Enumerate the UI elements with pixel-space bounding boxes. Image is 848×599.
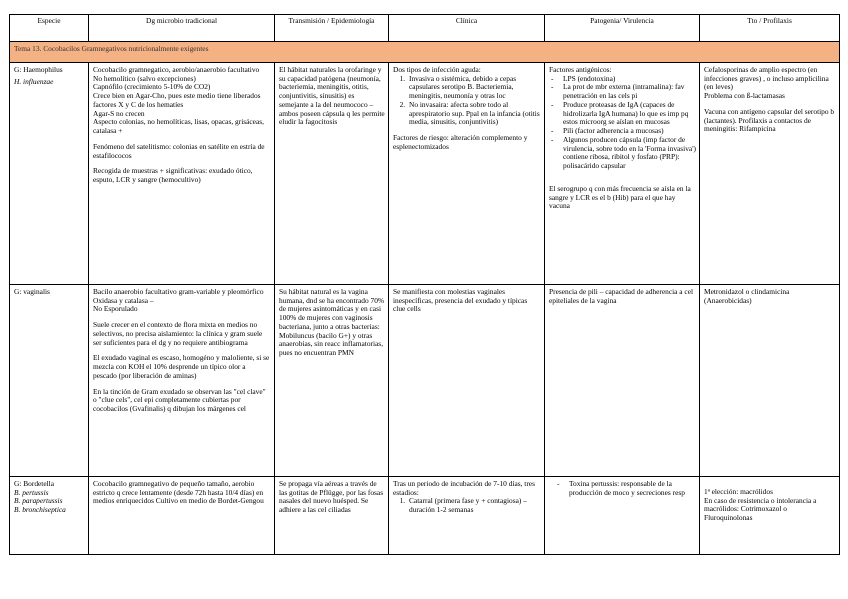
cell-especie: G: Haemophilus H. influenzae <box>10 63 89 285</box>
cell-especie: G: Bordetella B. pertussis B. parapertussis B. bronchiseptica <box>10 477 89 555</box>
cell-clinica: Se manifiesta con molestias vaginales inespecíficas, presencia del exudado y típicas clue cells <box>389 285 545 477</box>
cell-tto: 1ª elección: macrólidos En caso de resistencia o intolerancia a macrólidos: Cotrimoxazol o Fluroquinolonas <box>700 477 840 555</box>
cell-tto: Metronidazol o clindamicina (Anaerobicidas) <box>700 285 840 477</box>
cell-patogenia <box>545 477 700 555</box>
list-item: - LPS (endotoxina) <box>563 75 696 84</box>
header-tto: Tto / Profilaxis <box>700 15 840 42</box>
table-row-gardnerella <box>10 285 840 477</box>
cell-tto: Cefalosporinas de amplio espectro (en infecciones graves) , o incluso amplicilina (en leves) Problema con ß-lactamasas Vacuna con antígeno capsular del serotipo b (lactantes). Profilaxis a contactos de meningitis: Rifampicina <box>700 63 840 285</box>
list-item: - Produce proteasas de IgA (capaces de hidrolizarla IgA humana) lo que es imp pq estos microorg se aíslan en mucosas <box>563 101 696 127</box>
header-transmision: Transmisión / Epidemiología <box>275 15 389 42</box>
header-especie: Especie <box>10 15 89 42</box>
topic-band: Tema 13. Cocobacilos Gramnegativos nutricionalmente exigentes <box>10 42 840 63</box>
cell-transmision: Su hábitat natural es la vagina humana, dnd se ha encontrado 70% de mujeres asintomáticas y en casi 100% de mujeres con vaginosis bacteriana, junto a otras bacterias: Mobiluncus (bacilo G+) y otras anaerobias, sin reacc inflamatorias, pues no encuentran PMN <box>275 285 389 477</box>
cell-clinica: Dos tipos de infección aguda: 1. Invasiva o sistémica, debido a cepas capsulares serotipo B. Bacteriemia, meningitis, neumonía y otras loc 2. No invasaira: afecta sobre todo al aprespiratorio sup. Ppal en la infancia (otitis media, sinusitis, conjuntivitis) Factores de riesgo: alteración complemento y esplenectomizados <box>389 63 545 285</box>
cell-patogenia: Presencia de pili – capacidad de adherencia a cel epiteliales de la vagina <box>545 285 700 477</box>
cell-dg: Bacilo anaerobio facultativo gram-variable y pleomórfico Oxidasa y catalasa – No Esporulado Suele crecer en el contexto de flora mixta en medios no selectivos, no precisa aislamiento: la clínica y gram suele ser suficientes para el dg y no requiere antibiograma El exudado vaginal es escaso, homogéno y maloliente, si se mezcla con KOH el 10% desprende un típico olor a pescado (por liberación de aminas) En la tinción de Gram exudado se observan las "cel clave" o "clue cels", cel epi completamente cubiertas por cocobacilos (Gvafinalis) q dibujan los márgenes cel <box>89 285 275 477</box>
table-row-haemophilus <box>10 63 840 285</box>
topic-band-row <box>10 42 840 63</box>
study-table <box>9 14 840 555</box>
list-item: - La prot de mbr externa (intramalina): fav penetración en las cels pi <box>563 83 696 100</box>
list-item: - Toxina pertussis: responsable de la producción de moco y secreciones resp <box>569 480 696 497</box>
list-item: - Algunos producen cápsula (imp factor de virulencia, sobre todo en la 'Forma invasiva') contiene ribosa, ribitol y fosfato (PRP): polisacárido capsular <box>563 136 696 171</box>
list-item: 2. No invasaira: afecta sobre todo al aprespiratorio sup. Ppal en la infancia (otitis media, sinusitis, conjuntivitis) <box>407 101 541 127</box>
cell-transmision: Se propaga vía aéreas a través de las gotitas de Pflügge, por las fosas nasales del nuevo huésped. Se adhiere a las cel ciliadas <box>275 477 389 555</box>
header-dg: Dg microbio tradicional <box>89 15 275 42</box>
list-item: 1. Invasiva o sistémica, debido a cepas capsulares serotipo B. Bacteriemia, meningitis, neumonía y otras loc <box>407 75 541 101</box>
header-row <box>10 15 840 42</box>
header-patogenia: Patogenia/ Virulencia <box>545 15 700 42</box>
cell-patogenia: Factores antigénicos: - LPS (endotoxina) - La prot de mbr externa (intramalina): fav penetración en las cels pi - Produce proteasas de IgA (capaces de hidrolizarla IgA humana) lo que es imp pq estos microorg se aíslan en mucosas - Pili (factor adherencia a mucosas) - Algunos producen cápsula (imp factor de virulencia, sobre todo en la 'Forma invasiva') contiene ribosa, ribitol y fosfato (PRP): polisacárido capsular El serogrupo q con más frecuencia se aísla en la sangre y LCR es el b (Hib) para el que hay vacuna <box>545 63 700 285</box>
table-row-bordetella <box>10 477 840 555</box>
cell-clinica: Tras un periodo de incubación de 7-10 días, tres estadios: 1. Catarral (primera fase y + contagiosa) – duración 1-2 semanas <box>389 477 545 555</box>
list-item: 1. Catarral (primera fase y + contagiosa) – duración 1-2 semanas <box>407 497 541 514</box>
cell-especie: G: vaginalis <box>10 285 89 477</box>
header-clinica: Clínica <box>389 15 545 42</box>
list-item: - Pili (factor adherencia a mucosas) <box>563 127 696 136</box>
cell-dg: Cocobacilo gramnegativo de pequeño tamaño, aerobio estricto q crece lentamente (desde 72h hasta 10/4 días) en medios enriquecidos Cultivo en medio de Bordet-Gengou <box>89 477 275 555</box>
cell-transmision: El hábitat naturales la orofaringe y su capacidad patógena (neumonía, bacteriemia, meningitis, otitis, conjuntivitis, sinusitis) es semejante a la del neumococo – ambos poseen cápsula q les permite eludir la fagocitosis <box>275 63 389 285</box>
cell-dg: Cocobacilo gramnegatico, aerobio/anaerobio facultativo No hemolítico (salvo excepciones) Capnófilo (crecimiento 5-10% de CO2) Crece bien en Agar-Cho, pues este medio tiene liberados factores X y C de los hematíes Agar-S no crecen Aspecto colonias, no hemolíticas, lisas, opacas, grisáceas, catalasa + Fenómeno del satelitismo: colonias en satélite en estría de estafilococos Recogida de muestras + significativas: exudado ótico, esputo, LCR y sangre (hemocultivo) <box>89 63 275 285</box>
